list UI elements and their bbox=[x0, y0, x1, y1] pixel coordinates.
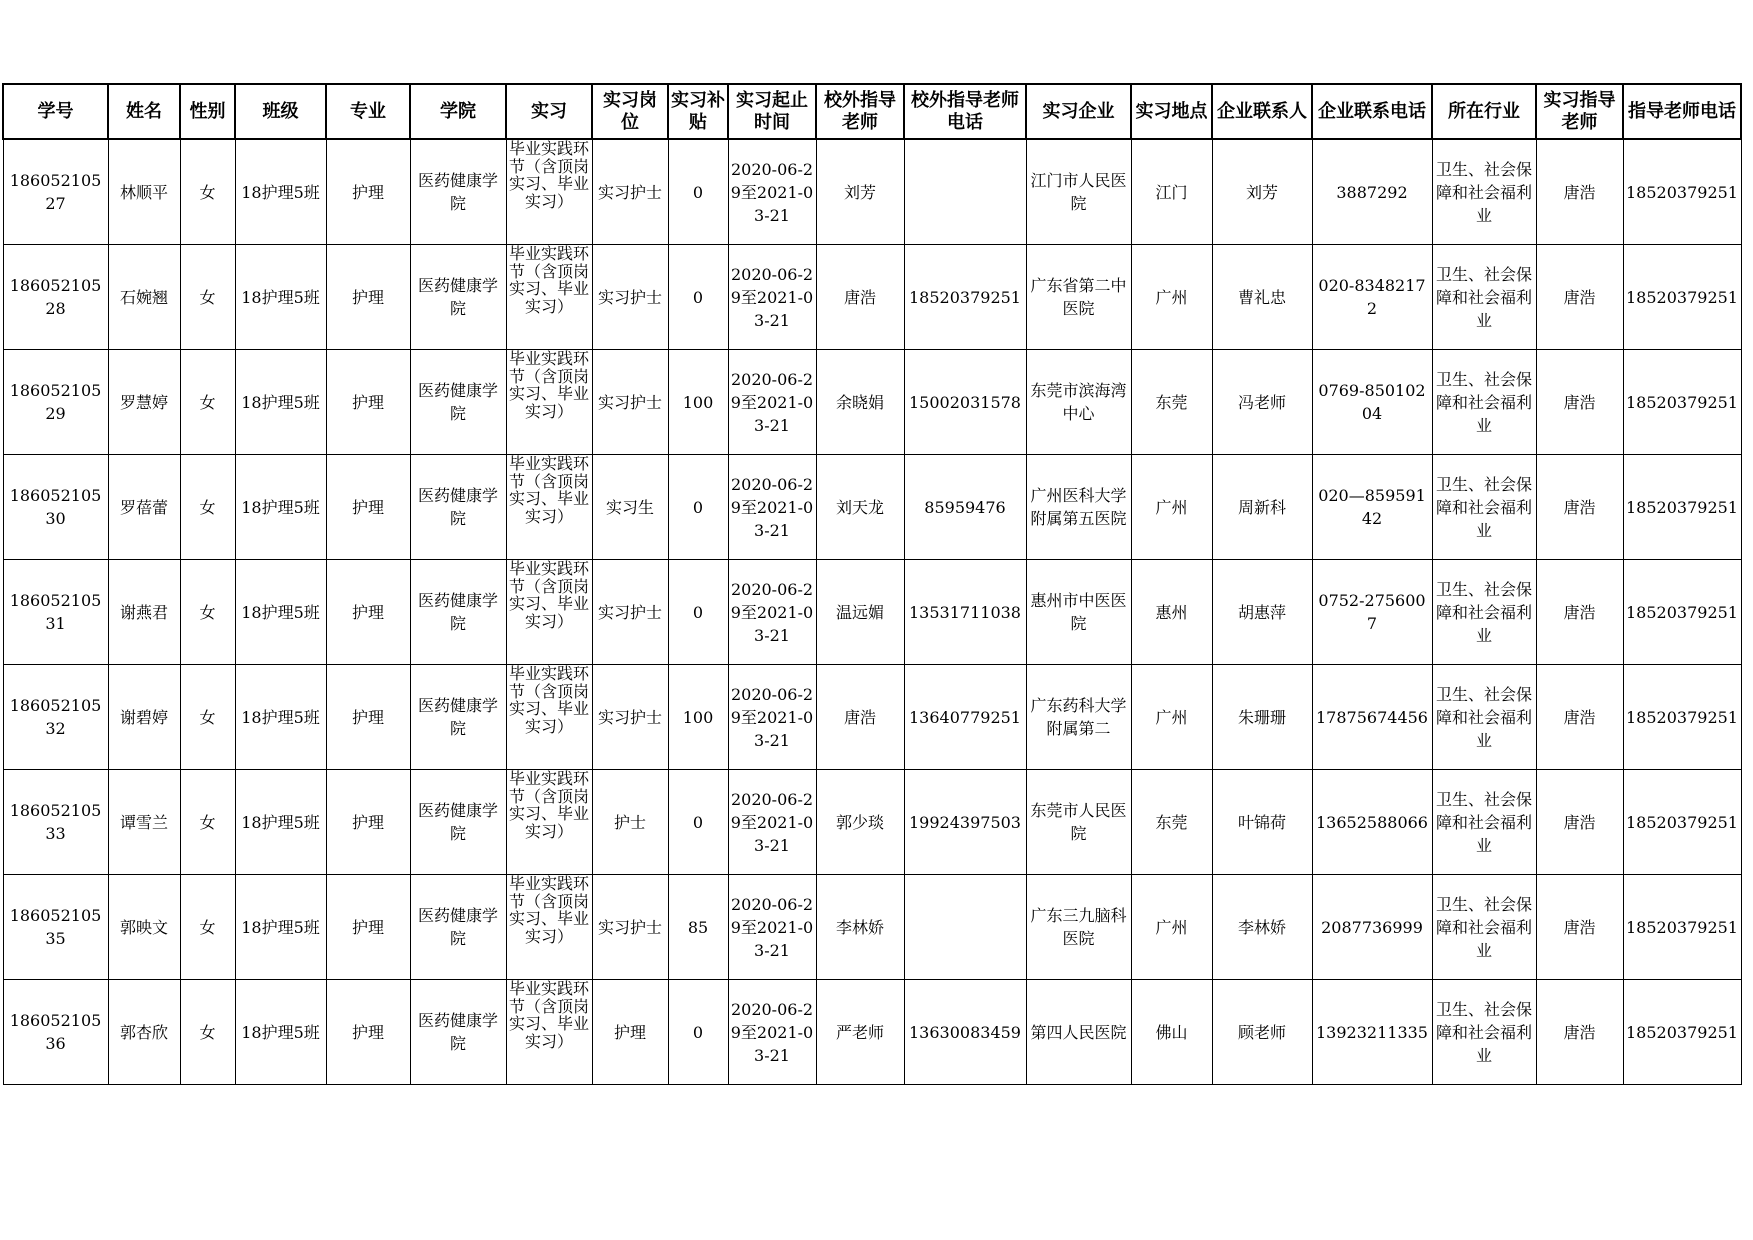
table-cell: 17875674456 bbox=[1312, 665, 1432, 770]
table-cell: 广东三九脑科医院 bbox=[1026, 875, 1131, 980]
table-cell: 广东省第二中医院 bbox=[1026, 245, 1131, 350]
column-header: 企业联系电话 bbox=[1312, 84, 1432, 139]
column-header: 专业 bbox=[326, 84, 410, 139]
table-cell: 实习护士 bbox=[592, 665, 668, 770]
table-cell: 唐浩 bbox=[1536, 350, 1623, 455]
table-cell: 2020-06-29至2021-03-21 bbox=[728, 770, 816, 875]
table-cell: 18520379251 bbox=[1623, 875, 1741, 980]
table-row bbox=[3, 350, 1741, 455]
table-cell: 卫生、社会保障和社会福利业 bbox=[1432, 350, 1536, 455]
table-row bbox=[3, 875, 1741, 980]
table-cell: 广州 bbox=[1131, 875, 1212, 980]
table-cell: 实习生 bbox=[592, 455, 668, 560]
table-cell: 余晓娟 bbox=[816, 350, 904, 455]
column-header: 实习地点 bbox=[1131, 84, 1212, 139]
table-cell: 女 bbox=[180, 245, 235, 350]
table-row bbox=[3, 665, 1741, 770]
table-cell: 女 bbox=[180, 350, 235, 455]
table-cell: 东莞市人民医院 bbox=[1026, 770, 1131, 875]
table-cell: 2020-06-29至2021-03-21 bbox=[728, 980, 816, 1085]
table-cell: 18520379251 bbox=[1623, 560, 1741, 665]
table-cell: 顾老师 bbox=[1212, 980, 1312, 1085]
table-cell: 唐浩 bbox=[1536, 875, 1623, 980]
table-cell: 女 bbox=[180, 455, 235, 560]
table-cell: 卫生、社会保障和社会福利业 bbox=[1432, 875, 1536, 980]
table-cell: 18520379251 bbox=[1623, 350, 1741, 455]
table-cell: 广州 bbox=[1131, 665, 1212, 770]
internship-type-text: 毕业实践环节（含顶岗实习、毕业实习） bbox=[508, 140, 589, 211]
table-cell: 18护理5班 bbox=[235, 875, 326, 980]
table-cell: 护士 bbox=[592, 770, 668, 875]
table-cell: 18护理5班 bbox=[235, 770, 326, 875]
column-header: 校外指导老师电话 bbox=[904, 84, 1026, 139]
table-cell: 广州医科大学附属第五医院 bbox=[1026, 455, 1131, 560]
column-header: 实习起止时间 bbox=[728, 84, 816, 139]
internship-type-text: 毕业实践环节（含顶岗实习、毕业实习） bbox=[508, 455, 589, 526]
internship-type-text: 毕业实践环节（含顶岗实习、毕业实习） bbox=[508, 875, 589, 946]
internship-type-text: 毕业实践环节（含顶岗实习、毕业实习） bbox=[508, 350, 589, 421]
column-header: 校外指导老师 bbox=[816, 84, 904, 139]
table-cell: 广东药科大学附属第二 bbox=[1026, 665, 1131, 770]
table-cell: 李林娇 bbox=[816, 875, 904, 980]
table-cell: 唐浩 bbox=[1536, 980, 1623, 1085]
table-cell: 女 bbox=[180, 665, 235, 770]
table-row bbox=[3, 455, 1741, 560]
table-cell: 2020-06-29至2021-03-21 bbox=[728, 350, 816, 455]
table-cell: 0 bbox=[668, 770, 728, 875]
table-cell: 0 bbox=[668, 980, 728, 1085]
table-cell: 护理 bbox=[326, 245, 410, 350]
table-row bbox=[3, 139, 1741, 245]
table-cell: 实习护士 bbox=[592, 350, 668, 455]
table-cell: 护理 bbox=[326, 455, 410, 560]
table-cell: 2020-06-29至2021-03-21 bbox=[728, 245, 816, 350]
table-cell bbox=[904, 139, 1026, 245]
table-cell: 100 bbox=[668, 350, 728, 455]
column-header: 班级 bbox=[235, 84, 326, 139]
table-cell: 15002031578 bbox=[904, 350, 1026, 455]
table-cell: 朱珊珊 bbox=[1212, 665, 1312, 770]
table-cell: 18520379251 bbox=[1623, 245, 1741, 350]
column-header: 实习企业 bbox=[1026, 84, 1131, 139]
table-cell: 谢碧婷 bbox=[108, 665, 180, 770]
table-cell: 唐浩 bbox=[1536, 245, 1623, 350]
table-cell: 广州 bbox=[1131, 455, 1212, 560]
table-cell: 郭少琰 bbox=[816, 770, 904, 875]
table-cell: 2020-06-29至2021-03-21 bbox=[728, 875, 816, 980]
table-cell: 郭映文 bbox=[108, 875, 180, 980]
table-cell: 东莞 bbox=[1131, 770, 1212, 875]
table-cell: 惠州市中医医院 bbox=[1026, 560, 1131, 665]
table-cell: 护理 bbox=[326, 139, 410, 245]
table-cell bbox=[506, 350, 592, 455]
table-cell: 18520379251 bbox=[904, 245, 1026, 350]
table-cell: 佛山 bbox=[1131, 980, 1212, 1085]
table-cell: 林顺平 bbox=[108, 139, 180, 245]
table-cell: 18605210535 bbox=[3, 875, 108, 980]
table-cell: 13531711038 bbox=[904, 560, 1026, 665]
table-cell: 18520379251 bbox=[1623, 139, 1741, 245]
table-cell bbox=[904, 875, 1026, 980]
table-cell: 18护理5班 bbox=[235, 139, 326, 245]
table-cell: 0752-2756007 bbox=[1312, 560, 1432, 665]
table-cell: 医药健康学院 bbox=[410, 245, 506, 350]
table-cell: 18605210528 bbox=[3, 245, 108, 350]
internship-type-text: 毕业实践环节（含顶岗实习、毕业实习） bbox=[508, 245, 589, 316]
table-cell: 唐浩 bbox=[1536, 139, 1623, 245]
table-cell: 实习护士 bbox=[592, 875, 668, 980]
table-cell: 江门 bbox=[1131, 139, 1212, 245]
table-cell: 2020-06-29至2021-03-21 bbox=[728, 455, 816, 560]
column-header: 学院 bbox=[410, 84, 506, 139]
table-cell: 18520379251 bbox=[1623, 770, 1741, 875]
column-header: 企业联系人 bbox=[1212, 84, 1312, 139]
table-cell: 刘芳 bbox=[816, 139, 904, 245]
table-cell: 3887292 bbox=[1312, 139, 1432, 245]
table-cell: 刘芳 bbox=[1212, 139, 1312, 245]
column-header: 学号 bbox=[3, 84, 108, 139]
table-cell: 卫生、社会保障和社会福利业 bbox=[1432, 245, 1536, 350]
table-cell: 护理 bbox=[326, 350, 410, 455]
table-cell: 谭雪兰 bbox=[108, 770, 180, 875]
table-cell: 石婉翘 bbox=[108, 245, 180, 350]
column-header: 实习 bbox=[506, 84, 592, 139]
table-cell: 罗蓓蕾 bbox=[108, 455, 180, 560]
header-row bbox=[3, 84, 1741, 139]
table-cell: 刘天龙 bbox=[816, 455, 904, 560]
internship-type-text: 毕业实践环节（含顶岗实习、毕业实习） bbox=[508, 770, 589, 841]
table-cell: 85959476 bbox=[904, 455, 1026, 560]
table-cell: 18605210531 bbox=[3, 560, 108, 665]
table-cell bbox=[506, 455, 592, 560]
table-cell: 19924397503 bbox=[904, 770, 1026, 875]
table-cell: 惠州 bbox=[1131, 560, 1212, 665]
table-cell: 李林娇 bbox=[1212, 875, 1312, 980]
table-cell: 13923211335 bbox=[1312, 980, 1432, 1085]
table-cell: 女 bbox=[180, 139, 235, 245]
table-cell: 实习护士 bbox=[592, 139, 668, 245]
table-cell: 18605210527 bbox=[3, 139, 108, 245]
table-cell: 冯老师 bbox=[1212, 350, 1312, 455]
column-header: 姓名 bbox=[108, 84, 180, 139]
table-cell: 护理 bbox=[326, 875, 410, 980]
table-cell: 唐浩 bbox=[1536, 560, 1623, 665]
table-cell: 东莞 bbox=[1131, 350, 1212, 455]
table-cell: 医药健康学院 bbox=[410, 980, 506, 1085]
table-cell: 020—85959142 bbox=[1312, 455, 1432, 560]
table-cell bbox=[506, 875, 592, 980]
table-row bbox=[3, 245, 1741, 350]
column-header: 所在行业 bbox=[1432, 84, 1536, 139]
column-header: 实习指导老师 bbox=[1536, 84, 1623, 139]
table-cell: 18护理5班 bbox=[235, 980, 326, 1085]
table-cell: 实习护士 bbox=[592, 245, 668, 350]
table-cell: 唐浩 bbox=[1536, 665, 1623, 770]
table-row bbox=[3, 770, 1741, 875]
table-cell: 护理 bbox=[326, 560, 410, 665]
table-cell: 护理 bbox=[326, 665, 410, 770]
internship-type-text: 毕业实践环节（含顶岗实习、毕业实习） bbox=[508, 560, 589, 631]
table-cell: 女 bbox=[180, 770, 235, 875]
table-cell: 2020-06-29至2021-03-21 bbox=[728, 665, 816, 770]
table-cell: 020-83482172 bbox=[1312, 245, 1432, 350]
internship-table bbox=[2, 83, 1742, 1085]
table-cell: 0 bbox=[668, 245, 728, 350]
table-cell: 13640779251 bbox=[904, 665, 1026, 770]
table-cell: 18605210529 bbox=[3, 350, 108, 455]
column-header: 指导老师电话 bbox=[1623, 84, 1741, 139]
table-cell: 13630083459 bbox=[904, 980, 1026, 1085]
table-cell: 2087736999 bbox=[1312, 875, 1432, 980]
table-cell bbox=[506, 560, 592, 665]
table-cell: 卫生、社会保障和社会福利业 bbox=[1432, 139, 1536, 245]
table-cell bbox=[506, 980, 592, 1085]
table-body bbox=[3, 139, 1741, 1085]
table-cell: 18护理5班 bbox=[235, 665, 326, 770]
internship-type-text: 毕业实践环节（含顶岗实习、毕业实习） bbox=[508, 665, 589, 736]
table-cell: 18605210530 bbox=[3, 455, 108, 560]
table-cell: 18605210536 bbox=[3, 980, 108, 1085]
table-cell: 罗慧婷 bbox=[108, 350, 180, 455]
table-cell: 18605210532 bbox=[3, 665, 108, 770]
table-cell: 卫生、社会保障和社会福利业 bbox=[1432, 980, 1536, 1085]
table-cell: 女 bbox=[180, 980, 235, 1085]
table-cell: 周新科 bbox=[1212, 455, 1312, 560]
table-cell: 医药健康学院 bbox=[410, 875, 506, 980]
table-cell: 叶锦荷 bbox=[1212, 770, 1312, 875]
table-row bbox=[3, 560, 1741, 665]
table-cell: 18520379251 bbox=[1623, 455, 1741, 560]
table-cell: 医药健康学院 bbox=[410, 770, 506, 875]
table-cell: 医药健康学院 bbox=[410, 455, 506, 560]
table-cell: 医药健康学院 bbox=[410, 350, 506, 455]
table-cell: 唐浩 bbox=[816, 665, 904, 770]
table-cell: 0 bbox=[668, 560, 728, 665]
table-cell: 2020-06-29至2021-03-21 bbox=[728, 139, 816, 245]
table-cell: 广州 bbox=[1131, 245, 1212, 350]
column-header: 性别 bbox=[180, 84, 235, 139]
table-cell: 江门市人民医院 bbox=[1026, 139, 1131, 245]
table-cell bbox=[506, 139, 592, 245]
table-cell: 护理 bbox=[592, 980, 668, 1085]
table-cell: 胡惠萍 bbox=[1212, 560, 1312, 665]
table-cell: 实习护士 bbox=[592, 560, 668, 665]
table-cell: 0 bbox=[668, 455, 728, 560]
column-header: 实习岗位 bbox=[592, 84, 668, 139]
table-cell: 18护理5班 bbox=[235, 245, 326, 350]
table-cell: 曹礼忠 bbox=[1212, 245, 1312, 350]
table-cell: 18520379251 bbox=[1623, 665, 1741, 770]
table-cell: 温远媚 bbox=[816, 560, 904, 665]
table-cell: 护理 bbox=[326, 980, 410, 1085]
table-cell: 卫生、社会保障和社会福利业 bbox=[1432, 560, 1536, 665]
table-cell: 医药健康学院 bbox=[410, 665, 506, 770]
table-cell: 卫生、社会保障和社会福利业 bbox=[1432, 455, 1536, 560]
table-cell: 100 bbox=[668, 665, 728, 770]
table-cell: 东莞市滨海湾中心 bbox=[1026, 350, 1131, 455]
table-cell: 2020-06-29至2021-03-21 bbox=[728, 560, 816, 665]
table-cell: 医药健康学院 bbox=[410, 560, 506, 665]
table-cell: 唐浩 bbox=[1536, 455, 1623, 560]
table-cell: 13652588066 bbox=[1312, 770, 1432, 875]
table-cell: 唐浩 bbox=[1536, 770, 1623, 875]
table-cell: 医药健康学院 bbox=[410, 139, 506, 245]
table-row bbox=[3, 980, 1741, 1085]
table-cell: 谢燕君 bbox=[108, 560, 180, 665]
table-cell bbox=[506, 245, 592, 350]
table-cell: 18605210533 bbox=[3, 770, 108, 875]
table-cell: 女 bbox=[180, 875, 235, 980]
table-cell: 严老师 bbox=[816, 980, 904, 1085]
table-cell bbox=[506, 770, 592, 875]
table-cell: 郭杏欣 bbox=[108, 980, 180, 1085]
table-cell: 0 bbox=[668, 139, 728, 245]
table-cell: 18护理5班 bbox=[235, 455, 326, 560]
table-cell bbox=[506, 665, 592, 770]
table-cell: 18护理5班 bbox=[235, 560, 326, 665]
table-cell: 85 bbox=[668, 875, 728, 980]
table-cell: 护理 bbox=[326, 770, 410, 875]
table-cell: 第四人民医院 bbox=[1026, 980, 1131, 1085]
table-cell: 18520379251 bbox=[1623, 980, 1741, 1085]
table-cell: 卫生、社会保障和社会福利业 bbox=[1432, 665, 1536, 770]
table-cell: 卫生、社会保障和社会福利业 bbox=[1432, 770, 1536, 875]
table-cell: 唐浩 bbox=[816, 245, 904, 350]
table-cell: 0769-85010204 bbox=[1312, 350, 1432, 455]
table-cell: 18护理5班 bbox=[235, 350, 326, 455]
internship-type-text: 毕业实践环节（含顶岗实习、毕业实习） bbox=[508, 980, 589, 1051]
table-cell: 女 bbox=[180, 560, 235, 665]
column-header: 实习补贴 bbox=[668, 84, 728, 139]
